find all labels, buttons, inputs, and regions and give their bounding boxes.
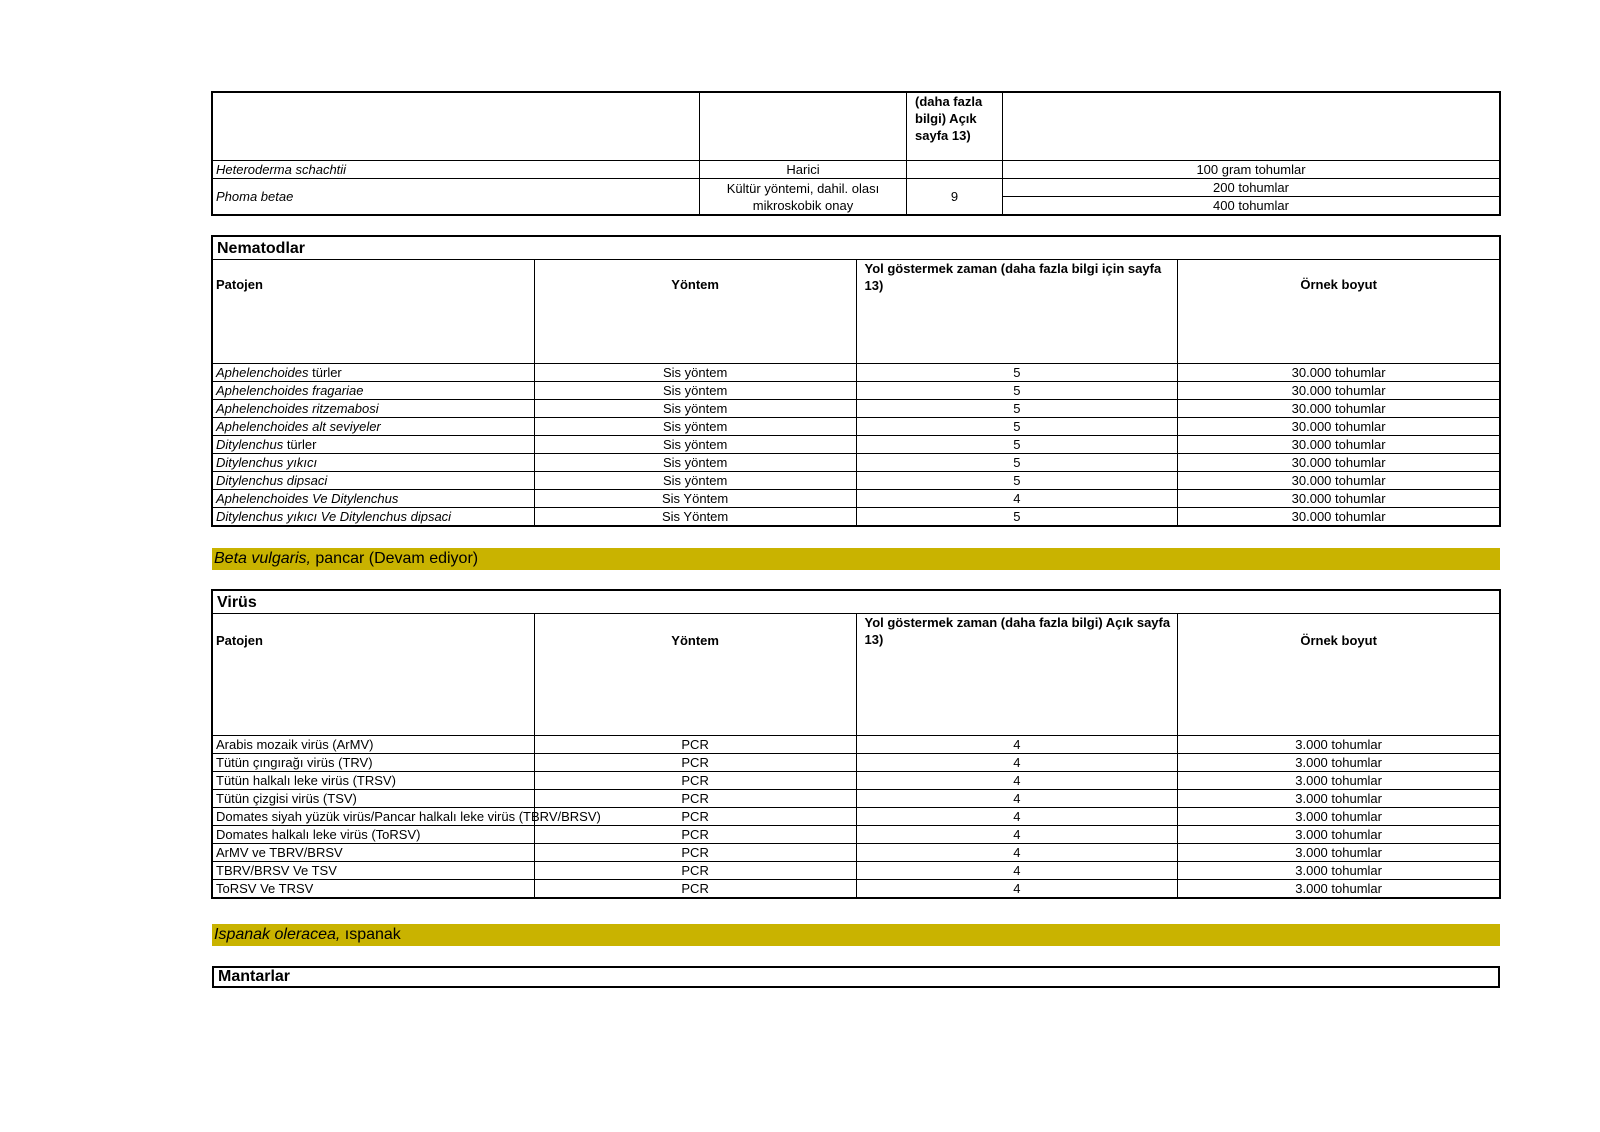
banner-italic: Ispanak oleracea, bbox=[214, 926, 341, 943]
empty-cell bbox=[700, 93, 907, 161]
pathogen-cell bbox=[213, 490, 535, 508]
sample-cell: 3.000 tohumlar bbox=[1178, 880, 1500, 898]
empty-cell bbox=[213, 93, 700, 161]
sample-cell: 30.000 tohumlar bbox=[1178, 454, 1500, 472]
sample-cell: 3.000 tohumlar bbox=[1178, 826, 1500, 844]
time-cell: 4 bbox=[856, 490, 1178, 508]
empty-cell bbox=[1003, 93, 1500, 161]
method-cell: Sis yöntem bbox=[534, 472, 856, 490]
pathogen-name: Ditylenchus dipsaci bbox=[216, 473, 328, 488]
sample-cell: 3.000 tohumlar bbox=[1178, 772, 1500, 790]
time-cell: 4 bbox=[856, 808, 1178, 826]
time-cell: 5 bbox=[856, 382, 1178, 400]
pathogen-cell bbox=[213, 508, 535, 526]
pathogen-cell: TBRV/BRSV Ve TSV bbox=[213, 862, 535, 880]
pathogen-cell: Domates halkalı leke virüs (ToRSV) bbox=[213, 826, 535, 844]
table-row bbox=[213, 490, 1500, 508]
nematodes-body bbox=[213, 364, 1500, 526]
sample-header: Örnek boyut bbox=[1178, 260, 1500, 364]
section-title: Mantarlar bbox=[212, 966, 1500, 988]
table-row bbox=[213, 508, 1500, 526]
sample-cell: 400 tohumlar bbox=[1003, 197, 1500, 215]
sample-cell: 3.000 tohumlar bbox=[1178, 754, 1500, 772]
table-row bbox=[213, 436, 1500, 454]
pathogen-cell: Tütün çizgisi virüs (TSV) bbox=[213, 790, 535, 808]
method-cell: PCR bbox=[534, 862, 856, 880]
section-row bbox=[213, 591, 1500, 614]
method-cell: Sis yöntem bbox=[534, 364, 856, 382]
method-cell: PCR bbox=[534, 772, 856, 790]
table-row bbox=[213, 808, 1500, 826]
pathogen-name: Aphelenchoides fragariae bbox=[216, 383, 364, 398]
banner-text: pancar (Devam ediyor) bbox=[310, 550, 479, 567]
time-cell: 4 bbox=[856, 772, 1178, 790]
viruses-body bbox=[213, 736, 1500, 898]
crop-banner bbox=[212, 924, 1500, 946]
method-cell: PCR bbox=[534, 826, 856, 844]
pathogen-cell bbox=[213, 400, 535, 418]
sample-cell: 3.000 tohumlar bbox=[1178, 844, 1500, 862]
method-cell: Sis Yöntem bbox=[534, 490, 856, 508]
method-cell: Sis yöntem bbox=[534, 418, 856, 436]
pathogen-name: Ditylenchus bbox=[216, 437, 284, 452]
method-cell: Sis yöntem bbox=[534, 436, 856, 454]
method-cell: Sis yöntem bbox=[534, 382, 856, 400]
banner-italic: Beta vulgaris, bbox=[214, 550, 311, 567]
time-cell: 4 bbox=[856, 862, 1178, 880]
table-row bbox=[213, 472, 1500, 490]
method-cell: PCR bbox=[534, 736, 856, 754]
method-cell: PCR bbox=[534, 790, 856, 808]
sample-cell: 3.000 tohumlar bbox=[1178, 862, 1500, 880]
method-cell: Sis yöntem bbox=[534, 454, 856, 472]
sample-cell: 30.000 tohumlar bbox=[1178, 508, 1500, 526]
pathogen-cell bbox=[213, 418, 535, 436]
sample-cell: 30.000 tohumlar bbox=[1178, 364, 1500, 382]
pathogen-cell: Tütün çıngırağı virüs (TRV) bbox=[213, 754, 535, 772]
pathogen-name: Ditylenchus yıkıcı Ve Ditylenchus dipsaci bbox=[216, 509, 452, 524]
sample-header: Örnek boyut bbox=[1178, 614, 1500, 736]
method-cell: PCR bbox=[534, 808, 856, 826]
sample-cell: 30.000 tohumlar bbox=[1178, 436, 1500, 454]
pathogen-name: Aphelenchoides Ve Ditylenchus bbox=[216, 491, 399, 506]
nematodes-table bbox=[212, 236, 1500, 526]
sample-cell: 30.000 tohumlar bbox=[1178, 490, 1500, 508]
method-cell: PCR bbox=[534, 880, 856, 898]
table-row bbox=[213, 880, 1500, 898]
pathogen-cell bbox=[213, 472, 535, 490]
crop-banner bbox=[212, 548, 1500, 570]
time-cell: 4 bbox=[856, 790, 1178, 808]
method-cell: Sis Yöntem bbox=[534, 508, 856, 526]
method-cell: Harici bbox=[700, 161, 907, 179]
time-cell: 5 bbox=[856, 436, 1178, 454]
pathogen-name: Aphelenchoides alt seviyeler bbox=[216, 419, 381, 434]
section-title: Virüs bbox=[213, 591, 1500, 614]
time-cell: 5 bbox=[856, 454, 1178, 472]
section-title: Nematodlar bbox=[213, 237, 1500, 260]
time-cell: 5 bbox=[856, 472, 1178, 490]
table-row bbox=[213, 454, 1500, 472]
pathogen-cell: ToRSV Ve TRSV bbox=[213, 880, 535, 898]
pathogen-suffix: türler bbox=[308, 365, 342, 380]
sample-cell: 30.000 tohumlar bbox=[1178, 382, 1500, 400]
time-cell: 5 bbox=[856, 418, 1178, 436]
pathogen-cell: Arabis mozaik virüs (ArMV) bbox=[213, 736, 535, 754]
method-cell: PCR bbox=[534, 844, 856, 862]
time-cell: 9 bbox=[907, 179, 1003, 215]
time-cell: 4 bbox=[856, 844, 1178, 862]
table-row bbox=[213, 418, 1500, 436]
pathogen-suffix: türler bbox=[283, 437, 317, 452]
pathogen-cell: Domates siyah yüzük virüs/Pancar halkalı leke virüs (TBRV/BRSV) bbox=[213, 808, 535, 826]
table-row bbox=[213, 844, 1500, 862]
table-row bbox=[213, 826, 1500, 844]
pathogen-cell bbox=[213, 454, 535, 472]
pathogen-header: Patojen bbox=[213, 614, 535, 736]
top-table bbox=[212, 92, 1500, 215]
sample-cell: 30.000 tohumlar bbox=[1178, 472, 1500, 490]
pathogen-cell bbox=[213, 364, 535, 382]
sample-cell: 3.000 tohumlar bbox=[1178, 736, 1500, 754]
time-cell: 4 bbox=[856, 754, 1178, 772]
method-header: Yöntem bbox=[534, 614, 856, 736]
time-header: (daha fazla bilgi) Açık sayfa 13) bbox=[907, 93, 1003, 161]
pathogen-cell bbox=[213, 436, 535, 454]
table-row bbox=[213, 179, 1500, 197]
method-cell: PCR bbox=[534, 754, 856, 772]
table-row bbox=[213, 736, 1500, 754]
pathogen-name: Phoma betae bbox=[216, 189, 294, 204]
section-row bbox=[213, 237, 1500, 260]
method-cell: Sis yöntem bbox=[534, 400, 856, 418]
pathogen-name: Aphelenchoides ritzemabosi bbox=[216, 401, 379, 416]
sample-cell: 30.000 tohumlar bbox=[1178, 418, 1500, 436]
time-cell: 4 bbox=[856, 880, 1178, 898]
sample-cell: 3.000 tohumlar bbox=[1178, 790, 1500, 808]
sample-cell: 100 gram tohumlar bbox=[1003, 161, 1500, 179]
header-row bbox=[213, 614, 1500, 736]
pathogen-cell: Tütün halkalı leke virüs (TRSV) bbox=[213, 772, 535, 790]
pathogen-cell bbox=[213, 382, 535, 400]
method-cell: Kültür yöntemi, dahil. olası mikroskobik onay bbox=[700, 179, 907, 215]
table-row bbox=[213, 382, 1500, 400]
table-row bbox=[213, 400, 1500, 418]
time-cell: 5 bbox=[856, 508, 1178, 526]
table-row bbox=[213, 790, 1500, 808]
sample-cell: 3.000 tohumlar bbox=[1178, 808, 1500, 826]
table-row bbox=[213, 754, 1500, 772]
pathogen-name: Aphelenchoides bbox=[216, 365, 309, 380]
table-row bbox=[213, 161, 1500, 179]
viruses-table bbox=[212, 590, 1500, 898]
pathogen-cell: ArMV ve TBRV/BRSV bbox=[213, 844, 535, 862]
time-cell: 5 bbox=[856, 364, 1178, 382]
table-row bbox=[213, 364, 1500, 382]
time-cell bbox=[907, 161, 1003, 179]
time-cell: 4 bbox=[856, 826, 1178, 844]
pathogen-name: Ditylenchus yıkıcı bbox=[216, 455, 318, 470]
table-row bbox=[213, 93, 1500, 161]
time-cell: 4 bbox=[856, 736, 1178, 754]
time-cell: 5 bbox=[856, 400, 1178, 418]
time-header: Yol göstermek zaman (daha fazla bilgi için sayfa 13) bbox=[856, 260, 1178, 364]
pathogen-header: Patojen bbox=[213, 260, 535, 364]
header-row bbox=[213, 260, 1500, 364]
banner-text: ıspanak bbox=[340, 926, 401, 943]
method-header: Yöntem bbox=[534, 260, 856, 364]
pathogen-name: Heteroderma schachtii bbox=[216, 162, 347, 177]
table-row bbox=[213, 772, 1500, 790]
time-header: Yol göstermek zaman (daha fazla bilgi) Açık sayfa 13) bbox=[856, 614, 1178, 736]
table-row bbox=[213, 862, 1500, 880]
sample-cell: 30.000 tohumlar bbox=[1178, 400, 1500, 418]
sample-cell: 200 tohumlar bbox=[1003, 179, 1500, 197]
